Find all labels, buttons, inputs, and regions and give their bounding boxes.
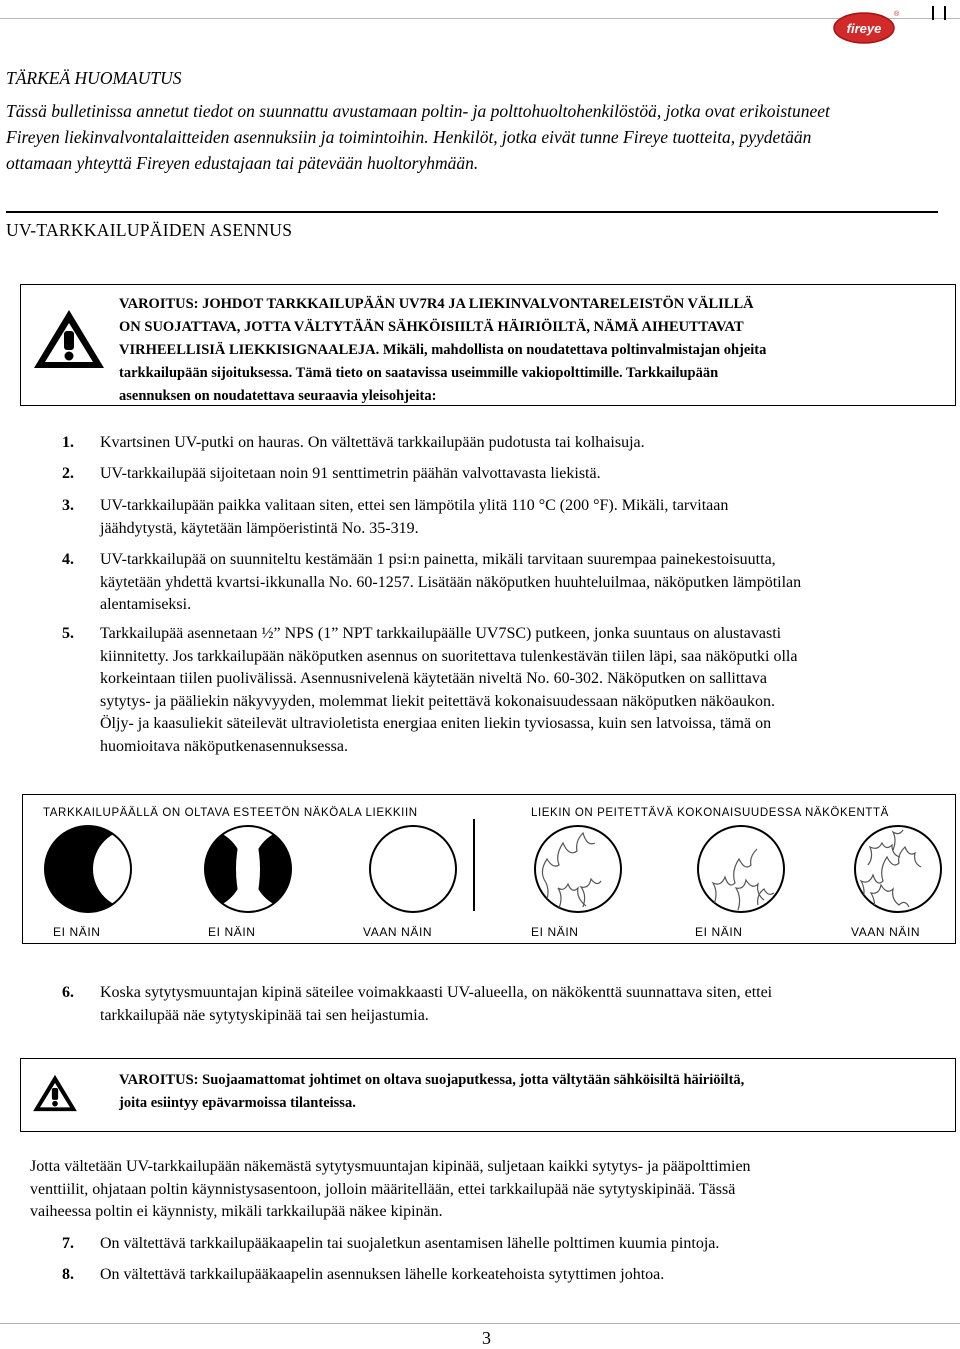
flame-view-full [855,826,941,915]
section-title: UV-TARKKAILUPÄIDEN ASENNUS [6,220,293,240]
diagram-graphics [23,795,955,943]
item-number: 6. [62,984,74,1001]
item-text [100,549,950,617]
item-text [100,1264,950,1287]
item-text [100,495,950,540]
view-circle-partial-left [45,826,173,912]
item-line: kiinnitetty. Jos tarkkailupään näköputken asennus on suoritettava tulenkestävän tiilen läpi, saa näköputki olla [100,647,798,665]
header-rule [0,18,960,19]
warning-box [20,1058,956,1132]
item-line: tarkkailupää näe sytytyskipinää tai sen heijastumia. [100,1006,429,1024]
item-number: 4. [62,551,74,568]
fireye-logo [830,6,900,46]
item-line: jäähdytystä, käytetään lämpöeristintä No. 35-319. [100,519,419,537]
item-text [100,623,950,758]
warning-line: VAROITUS: Suojaamattomat johtimet on oltava suojaputkessa, jotta vältytään sähköisiltä häiriöiltä, [119,1072,745,1088]
warning-triangle-icon [31,307,107,376]
warning-box [20,284,956,406]
item-text [100,982,950,1027]
item-text [100,432,950,455]
item-line: alentamiseksi. [100,596,192,613]
item-number: 3. [62,497,74,514]
diagram-left-heading: TARKKAILUPÄÄLLÄ ON OLTAVA ESTEETÖN NÄKÖALA LIEKKIIN [43,807,418,819]
paragraph-line: venttiilit, ohjataan poltin käynnistysasentoon, jolloin määritellään, ettei tarkkailupää näe sytytyskipinää. Tässä [30,1180,736,1198]
view-circle-clear [370,826,456,912]
item-line: On vältettävä tarkkailupääkaapelin asennuksen lähelle korkeatehoista sytyttimen johtoa. [100,1266,665,1283]
item-line: korkeintaan tiilen puolivälissä. Asennusnivelenä käytetään niveltä No. 60-302. Näköputken on sallittava [100,670,767,687]
paragraph-line: vaiheessa poltin ei käynnisty, mikäli tarkkailupää näkee kipinän. [30,1203,443,1220]
paragraph-line: Jotta vältetään UV-tarkkailupään näkemästä sytytysmuuntajan kipinää, suljetaan kaikki sytytys- ja pääpolttimien [30,1158,751,1175]
item-text [100,1233,950,1256]
caption-ei-nain: EI NÄIN [531,925,579,939]
section-rule [6,211,938,213]
item-line: UV-tarkkailupää sijoitetaan noin 91 senttimetrin päähän valvottavasta liekistä. [100,465,601,482]
warning-line: asennuksen on noudatettava seuraavia yleisohjeita: [119,388,437,404]
item-line: UV-tarkkailupää on suunniteltu kestämään 1 psi:n painetta, mikäli tarvitaan suurempaa painekestoisuutta, [100,551,776,568]
item-line: UV-tarkkailupään paikka valitaan siten, ettei sen lämpötila ylitä 110 °C (200 °F). Mikäli, tarvitaan [100,497,729,514]
notice-line: Fireyen liekinvalvontalaitteiden asennuksiin ja toimintoihin. Henkilöt, jotka eivät tunne Fireye tuotteita, pyydetään [6,127,812,147]
notice-body [6,98,951,176]
item-number: 2. [62,465,74,482]
warning-line: VAROITUS: JOHDOT TARKKAILUPÄÄN UV7R4 JA LIEKINVALVONTARELEISTÖN VÄLILLÄ [119,296,754,312]
item-line: On vältettävä tarkkailupääkaapelin tai suojaletkun asentamisen lähelle polttimen kuumia pintoja. [100,1235,720,1252]
item-number: 7. [62,1235,74,1252]
warning-text [119,293,949,408]
diagram-right-heading: LIEKIN ON PEITETTÄVÄ KOKONAISUUDESSA NÄKÖKENTTÄ [531,807,889,819]
item-line: Tarkkailupää asennetaan ½” NPS (1” NPT tarkkailupäälle UV7SC) putkeen, jonka suuntaus on alustavasti [100,625,782,642]
item-line: Öljy- ja kaasuliekit säteilevät ultravioletista energiaa eniten liekin tyviosassa, kuin sen latvoissa, tämä on [100,715,772,732]
notice-line: ottamaan yhteyttä Fireyen edustajaan tai pätevään huoltoryhmään. [6,153,479,173]
item-number: 8. [62,1266,74,1283]
sighting-diagram [22,794,956,944]
caption-ei-nain: EI NÄIN [208,925,256,939]
item-line: huomioitava näköputkenasennuksessa. [100,737,348,755]
flame-view-partial-1 [535,826,621,912]
flame-view-partial-2 [698,826,784,912]
item-number: 5. [62,625,74,642]
warning-line: tarkkailupään sijoituksessa. Tämä tieto on saatavissa useimmille vakiopolttimille. Tarkkailupään [119,365,719,381]
item-line: Koska sytytysmuuntajan kipinä säteilee voimakkaasti UV-alueella, on näkökenttä suunnattava siten, ettei [100,984,773,1001]
notice-title: TÄRKEÄ HUOMAUTUS [6,68,182,88]
logo-registered-mark: ® [894,11,900,18]
warning-line: joita esiintyy epävarmoissa tilanteissa. [119,1095,356,1111]
corner-mark [932,6,946,20]
caption-ei-nain: EI NÄIN [695,925,743,939]
item-line: käytetään yhdettä kvartsi-ikkunalla No. 60-1257. Lisätään näköputken huuhteluilmaa, näköputken lämpötilan [100,573,802,591]
item-number: 1. [62,434,74,451]
view-circle-partial-right [163,826,333,912]
item-text [100,463,950,486]
footer-rule [0,1323,960,1324]
warning-text [119,1069,949,1115]
warning-triangle-icon [31,1073,79,1118]
notice-line: Tässä bulletinissa annetut tiedot on suunnattu avustamaan poltin- ja polttohuoltohenkilöstöä, jotka ovat erikoistuneet [6,101,830,121]
page-number: 3 [482,1328,491,1348]
caption-vaan-nain: VAAN NÄIN [363,925,433,939]
warning-line: VIRHEELLISIÄ LIEKKISIGNAALEJA. Mikäli, mahdollista on noudatettava poltinvalmistajan ohjeita [119,342,767,358]
body-paragraph [30,1156,930,1224]
item-line: sytytys- ja pääliekin näkyvyyden, molemmat liekit peitettävä kokonaisuudessaan näköputken näköaukon. [100,692,775,710]
item-line: Kvartsinen UV-putki on hauras. On vältettävä tarkkailupään pudotusta tai kolhaisuja. [100,434,645,451]
caption-ei-nain: EI NÄIN [53,925,101,939]
warning-line: ON SUOJATTAVA, JOTTA VÄLTYTÄÄN SÄHKÖISIILTÄ HÄIRIÖILTÄ, NÄMÄ AIHEUTTAVAT [119,319,744,335]
caption-vaan-nain: VAAN NÄIN [851,925,921,939]
logo-text: fireye [846,21,882,36]
